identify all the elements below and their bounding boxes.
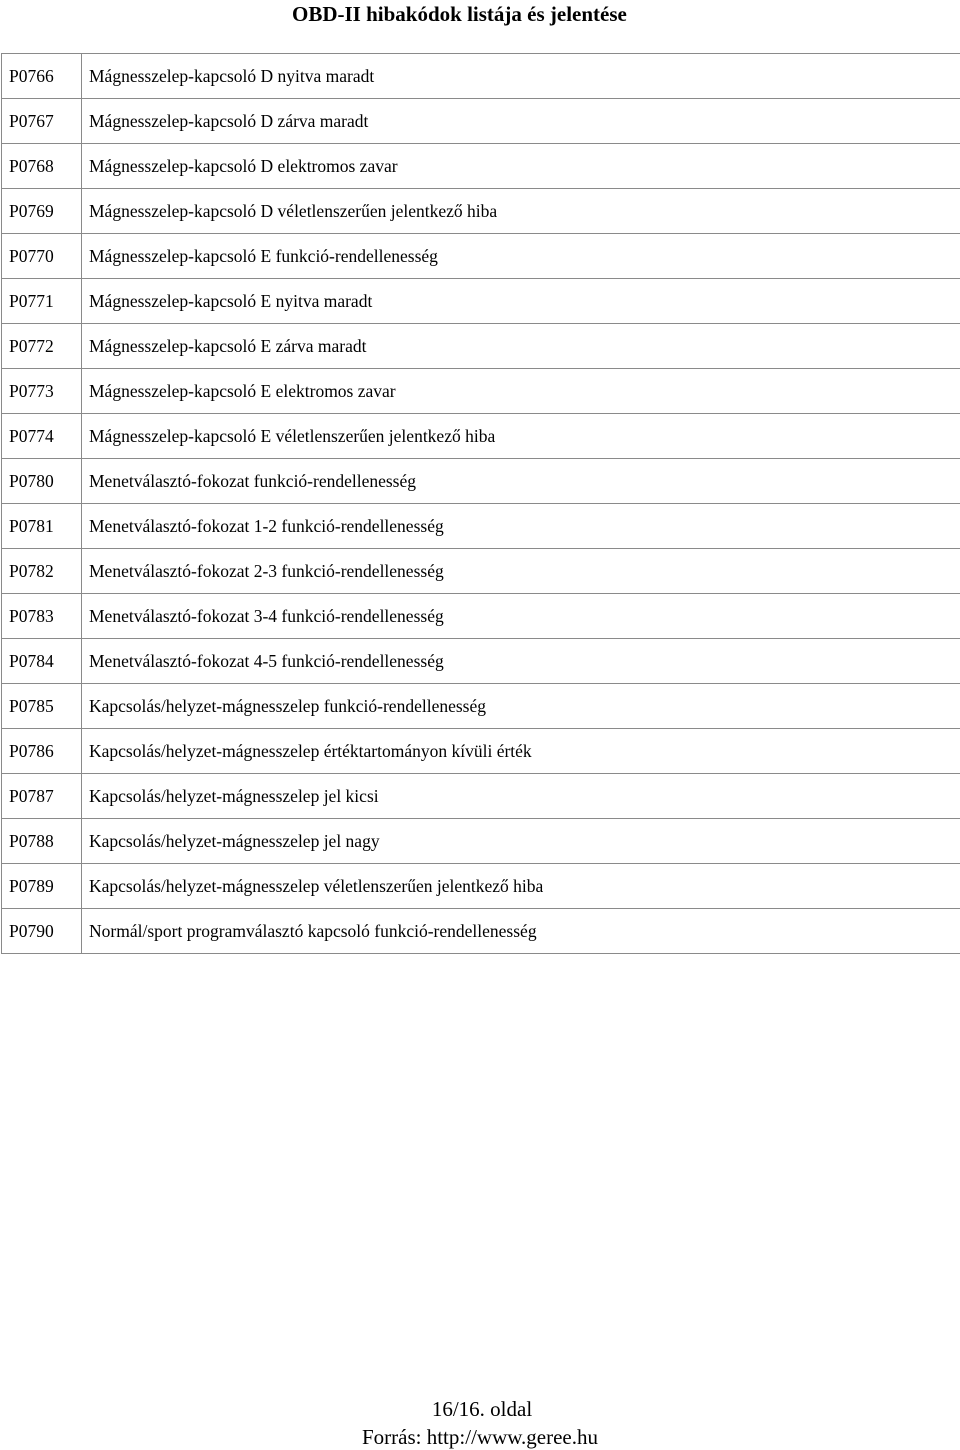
table-row	[2, 99, 960, 144]
error-code-cell: P0780	[2, 459, 82, 504]
table-row	[2, 324, 960, 369]
error-description-cell: Mágnesszelep-kapcsoló D zárva maradt	[82, 99, 960, 144]
table-row	[2, 819, 960, 864]
error-code-cell: P0771	[2, 279, 82, 324]
table-body	[2, 54, 960, 954]
error-description-cell: Mágnesszelep-kapcsoló D elektromos zavar	[82, 144, 960, 189]
error-code-cell: P0767	[2, 99, 82, 144]
table-row	[2, 594, 960, 639]
error-code-table	[1, 53, 960, 954]
table-row	[2, 504, 960, 549]
table-row	[2, 549, 960, 594]
table-row	[2, 369, 960, 414]
error-description-cell: Menetválasztó-fokozat 1-2 funkció-rendellenesség	[82, 504, 960, 549]
table-row	[2, 909, 960, 954]
table-row	[2, 684, 960, 729]
error-code-cell: P0784	[2, 639, 82, 684]
table-row	[2, 414, 960, 459]
page-number: 16/16. oldal	[431, 1397, 533, 1421]
table-row	[2, 864, 960, 909]
error-code-cell: P0770	[2, 234, 82, 279]
error-code-cell: P0773	[2, 369, 82, 414]
table-row	[2, 459, 960, 504]
table-row	[2, 639, 960, 684]
error-description-cell: Menetválasztó-fokozat 4-5 funkció-rendellenesség	[82, 639, 960, 684]
error-description-cell: Mágnesszelep-kapcsoló D véletlenszerűen jelentkező hiba	[82, 189, 960, 234]
error-description-cell: Mágnesszelep-kapcsoló E nyitva maradt	[82, 279, 960, 324]
table-row	[2, 234, 960, 279]
error-description-cell: Menetválasztó-fokozat funkció-rendellenesség	[82, 459, 960, 504]
error-code-cell: P0772	[2, 324, 82, 369]
table-row	[2, 189, 960, 234]
error-code-cell: P0790	[2, 909, 82, 954]
table-row	[2, 144, 960, 189]
error-description-cell: Menetválasztó-fokozat 3-4 funkció-rendellenesség	[82, 594, 960, 639]
error-description-cell: Mágnesszelep-kapcsoló E zárva maradt	[82, 324, 960, 369]
source-link[interactable]: Forrás: http://www.geree.hu	[361, 1425, 598, 1449]
error-description-cell: Kapcsolás/helyzet-mágnesszelep jel kicsi	[82, 774, 960, 819]
error-code-cell: P0774	[2, 414, 82, 459]
table-row	[2, 279, 960, 324]
error-description-cell: Kapcsolás/helyzet-mágnesszelep funkció-rendellenesség	[82, 684, 960, 729]
table-row	[2, 54, 960, 99]
error-description-cell: Mágnesszelep-kapcsoló D nyitva maradt	[82, 54, 960, 99]
error-description-cell: Kapcsolás/helyzet-mágnesszelep értéktartományon kívüli érték	[82, 729, 960, 774]
error-code-cell: P0789	[2, 864, 82, 909]
error-description-cell: Kapcsolás/helyzet-mágnesszelep véletlenszerűen jelentkező hiba	[82, 864, 960, 909]
error-code-cell: P0781	[2, 504, 82, 549]
error-description-cell: Mágnesszelep-kapcsoló E funkció-rendellenesség	[82, 234, 960, 279]
table-row	[2, 729, 960, 774]
error-description-cell: Kapcsolás/helyzet-mágnesszelep jel nagy	[82, 819, 960, 864]
error-description-cell: Mágnesszelep-kapcsoló E véletlenszerűen jelentkező hiba	[82, 414, 960, 459]
page-title: OBD-II hibakódok listája és jelentése	[292, 2, 627, 26]
error-description-cell: Mágnesszelep-kapcsoló E elektromos zavar	[82, 369, 960, 414]
error-code-cell: P0783	[2, 594, 82, 639]
error-description-cell: Menetválasztó-fokozat 2-3 funkció-rendellenesség	[82, 549, 960, 594]
error-code-cell: P0768	[2, 144, 82, 189]
error-code-cell: P0782	[2, 549, 82, 594]
table-row	[2, 774, 960, 819]
error-description-cell: Normál/sport programválasztó kapcsoló funkció-rendellenesség	[82, 909, 960, 954]
error-code-cell: P0769	[2, 189, 82, 234]
error-code-cell: P0766	[2, 54, 82, 99]
error-code-cell: P0786	[2, 729, 82, 774]
error-code-cell: P0788	[2, 819, 82, 864]
error-code-cell: P0787	[2, 774, 82, 819]
error-code-cell: P0785	[2, 684, 82, 729]
